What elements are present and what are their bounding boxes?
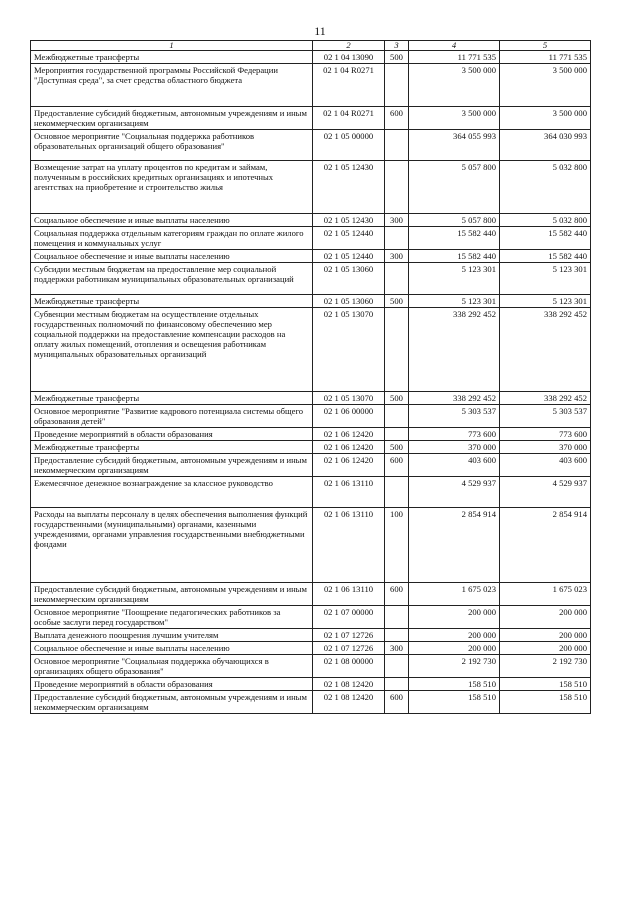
row-vr-cell: 500 xyxy=(385,441,409,454)
row-vr-cell xyxy=(385,130,409,161)
row-value-cell-4: 158 510 xyxy=(409,678,500,691)
row-code-cell: 02 1 07 12726 xyxy=(313,642,385,655)
row-name-cell: Социальное обеспечение и иные выплаты населению xyxy=(31,250,313,263)
row-code-cell: 02 1 08 00000 xyxy=(313,655,385,678)
row-vr-cell: 300 xyxy=(385,214,409,227)
table-row xyxy=(31,107,591,130)
table-row xyxy=(31,250,591,263)
table-row xyxy=(31,51,591,64)
row-vr-cell xyxy=(385,308,409,392)
row-vr-cell xyxy=(385,227,409,250)
row-name-cell: Межбюджетные трансферты xyxy=(31,51,313,64)
row-vr-cell xyxy=(385,64,409,107)
row-value-cell-4: 5 123 301 xyxy=(409,295,500,308)
row-value-cell-4: 15 582 440 xyxy=(409,227,500,250)
row-value-cell-4: 773 600 xyxy=(409,428,500,441)
row-value-cell-5: 773 600 xyxy=(500,428,591,441)
row-value-cell-5: 338 292 452 xyxy=(500,392,591,405)
row-value-cell-4: 158 510 xyxy=(409,691,500,714)
page-number: 11 xyxy=(314,24,326,38)
table-row xyxy=(31,583,591,606)
row-vr-cell: 500 xyxy=(385,51,409,64)
row-value-cell-5: 403 600 xyxy=(500,454,591,477)
row-vr-cell xyxy=(385,405,409,428)
row-name-cell: Основное мероприятие "Развитие кадрового потенциала системы общего образования детей" xyxy=(31,405,313,428)
row-name-cell: Социальная поддержка отдельным категориям граждан по оплате жилого помещения и коммунальных услуг xyxy=(31,227,313,250)
row-name-cell: Возмещение затрат на уплату процентов по кредитам и займам, полученным в российских кредитных организациях и ипотечных агентствах на приобретение и строительство жилья xyxy=(31,161,313,214)
row-vr-cell xyxy=(385,428,409,441)
table-row xyxy=(31,64,591,107)
table-row xyxy=(31,227,591,250)
row-vr-cell xyxy=(385,629,409,642)
row-code-cell: 02 1 04 R0271 xyxy=(313,107,385,130)
table-row xyxy=(31,214,591,227)
row-code-cell: 02 1 05 12440 xyxy=(313,227,385,250)
row-value-cell-5: 5 123 301 xyxy=(500,295,591,308)
row-value-cell-4: 338 292 452 xyxy=(409,308,500,392)
row-value-cell-4: 2 192 730 xyxy=(409,655,500,678)
row-vr-cell xyxy=(385,655,409,678)
row-value-cell-4: 2 854 914 xyxy=(409,508,500,583)
table-row xyxy=(31,477,591,508)
row-code-cell: 02 1 08 12420 xyxy=(313,678,385,691)
table-row xyxy=(31,308,591,392)
row-name-cell: Социальное обеспечение и иные выплаты населению xyxy=(31,214,313,227)
row-value-cell-4: 200 000 xyxy=(409,606,500,629)
row-code-cell: 02 1 06 12420 xyxy=(313,441,385,454)
row-name-cell: Основное мероприятие "Социальная поддержка работников образовательных организаций общего образования" xyxy=(31,130,313,161)
row-name-cell: Межбюджетные трансферты xyxy=(31,295,313,308)
table-header-row xyxy=(31,41,591,51)
row-vr-cell xyxy=(385,678,409,691)
row-code-cell: 02 1 05 13070 xyxy=(313,308,385,392)
table-row xyxy=(31,295,591,308)
row-value-cell-4: 200 000 xyxy=(409,629,500,642)
row-code-cell: 02 1 08 12420 xyxy=(313,691,385,714)
row-value-cell-4: 5 057 800 xyxy=(409,214,500,227)
table-row xyxy=(31,428,591,441)
row-value-cell-5: 4 529 937 xyxy=(500,477,591,508)
table-row xyxy=(31,405,591,428)
table-row xyxy=(31,263,591,295)
row-value-cell-5: 5 032 800 xyxy=(500,161,591,214)
row-vr-cell xyxy=(385,161,409,214)
table-row xyxy=(31,642,591,655)
table-row xyxy=(31,691,591,714)
row-value-cell-5: 200 000 xyxy=(500,629,591,642)
row-value-cell-4: 364 055 993 xyxy=(409,130,500,161)
row-value-cell-4: 1 675 023 xyxy=(409,583,500,606)
header-col-4: 4 xyxy=(409,41,500,51)
row-value-cell-5: 5 303 537 xyxy=(500,405,591,428)
table-row xyxy=(31,392,591,405)
row-name-cell: Проведение мероприятий в области образования xyxy=(31,678,313,691)
row-value-cell-5: 15 582 440 xyxy=(500,250,591,263)
header-col-1: 1 xyxy=(31,41,313,51)
row-code-cell: 02 1 05 12430 xyxy=(313,161,385,214)
row-value-cell-4: 370 000 xyxy=(409,441,500,454)
header-col-3: 3 xyxy=(385,41,409,51)
row-code-cell: 02 1 07 12726 xyxy=(313,629,385,642)
row-name-cell: Ежемесячное денежное вознаграждение за классное руководство xyxy=(31,477,313,508)
row-code-cell: 02 1 05 12440 xyxy=(313,250,385,263)
row-value-cell-4: 15 582 440 xyxy=(409,250,500,263)
row-vr-cell: 500 xyxy=(385,392,409,405)
row-value-cell-5: 11 771 535 xyxy=(500,51,591,64)
row-value-cell-4: 5 057 800 xyxy=(409,161,500,214)
row-vr-cell: 600 xyxy=(385,454,409,477)
row-name-cell: Выплата денежного поощрения лучшим учителям xyxy=(31,629,313,642)
row-code-cell: 02 1 05 13060 xyxy=(313,295,385,308)
row-vr-cell: 300 xyxy=(385,250,409,263)
row-value-cell-4: 403 600 xyxy=(409,454,500,477)
table-row xyxy=(31,454,591,477)
table-row xyxy=(31,678,591,691)
row-value-cell-5: 158 510 xyxy=(500,691,591,714)
row-vr-cell: 100 xyxy=(385,508,409,583)
row-code-cell: 02 1 06 12420 xyxy=(313,428,385,441)
table-row xyxy=(31,655,591,678)
row-value-cell-5: 15 582 440 xyxy=(500,227,591,250)
row-vr-cell xyxy=(385,477,409,508)
row-value-cell-5: 3 500 000 xyxy=(500,64,591,107)
row-vr-cell: 600 xyxy=(385,583,409,606)
row-value-cell-5: 200 000 xyxy=(500,642,591,655)
row-value-cell-5: 338 292 452 xyxy=(500,308,591,392)
row-name-cell: Социальное обеспечение и иные выплаты населению xyxy=(31,642,313,655)
row-vr-cell: 600 xyxy=(385,107,409,130)
row-value-cell-4: 5 123 301 xyxy=(409,263,500,295)
row-value-cell-5: 1 675 023 xyxy=(500,583,591,606)
header-col-2: 2 xyxy=(313,41,385,51)
row-code-cell: 02 1 06 12420 xyxy=(313,454,385,477)
row-name-cell: Предоставление субсидий бюджетным, автономным учреждениям и иным некоммерческим организациям xyxy=(31,454,313,477)
row-value-cell-5: 5 032 800 xyxy=(500,214,591,227)
table-row xyxy=(31,508,591,583)
row-name-cell: Межбюджетные трансферты xyxy=(31,441,313,454)
row-code-cell: 02 1 06 13110 xyxy=(313,583,385,606)
row-code-cell: 02 1 05 12430 xyxy=(313,214,385,227)
row-name-cell: Основное мероприятие "Социальная поддержка обучающихся в организациях общего образования" xyxy=(31,655,313,678)
row-vr-cell xyxy=(385,263,409,295)
row-name-cell: Предоставление субсидий бюджетным, автономным учреждениям и иным некоммерческим организациям xyxy=(31,583,313,606)
row-name-cell: Межбюджетные трансферты xyxy=(31,392,313,405)
table-row xyxy=(31,629,591,642)
row-value-cell-5: 200 000 xyxy=(500,606,591,629)
row-value-cell-4: 11 771 535 xyxy=(409,51,500,64)
row-value-cell-5: 370 000 xyxy=(500,441,591,454)
row-code-cell: 02 1 05 00000 xyxy=(313,130,385,161)
row-value-cell-5: 5 123 301 xyxy=(500,263,591,295)
row-code-cell: 02 1 06 13110 xyxy=(313,477,385,508)
row-value-cell-5: 2 854 914 xyxy=(500,508,591,583)
table-row xyxy=(31,130,591,161)
row-value-cell-5: 364 030 993 xyxy=(500,130,591,161)
row-name-cell: Предоставление субсидий бюджетным, автономным учреждениям и иным некоммерческим организациям xyxy=(31,691,313,714)
row-value-cell-5: 2 192 730 xyxy=(500,655,591,678)
row-name-cell: Субвенции местным бюджетам на осуществление отдельных государственных полномочий по финансовому обеспечению мер социальной поддержки на предоставление компенсации расходов на оплату жилых помещений, отопления и освещения работникам муниципальных образовательных организаций xyxy=(31,308,313,392)
table-row xyxy=(31,441,591,454)
row-name-cell: Мероприятия государственной программы Российской Федерации "Доступная среда", за счет средства областного бюджета xyxy=(31,64,313,107)
row-code-cell: 02 1 06 00000 xyxy=(313,405,385,428)
row-name-cell: Расходы на выплаты персоналу в целях обеспечения выполнения функций государственными (муниципальными) органами, казенными учреждениями, органами управления государственными внебюджетными фондами xyxy=(31,508,313,583)
row-value-cell-5: 3 500 000 xyxy=(500,107,591,130)
header-col-5: 5 xyxy=(500,41,591,51)
row-value-cell-5: 158 510 xyxy=(500,678,591,691)
row-vr-cell xyxy=(385,606,409,629)
budget-table xyxy=(30,40,591,714)
row-name-cell: Проведение мероприятий в области образования xyxy=(31,428,313,441)
row-value-cell-4: 4 529 937 xyxy=(409,477,500,508)
row-value-cell-4: 5 303 537 xyxy=(409,405,500,428)
row-name-cell: Основное мероприятие "Поощрение педагогических работников за особые заслуги перед государством" xyxy=(31,606,313,629)
row-code-cell: 02 1 05 13060 xyxy=(313,263,385,295)
row-name-cell: Субсидии местным бюджетам на предоставление мер социальной поддержки работникам муниципальных образовательных организаций xyxy=(31,263,313,295)
row-code-cell: 02 1 06 13110 xyxy=(313,508,385,583)
row-value-cell-4: 3 500 000 xyxy=(409,107,500,130)
row-vr-cell: 600 xyxy=(385,691,409,714)
row-value-cell-4: 3 500 000 xyxy=(409,64,500,107)
row-value-cell-4: 338 292 452 xyxy=(409,392,500,405)
row-code-cell: 02 1 04 13090 xyxy=(313,51,385,64)
row-vr-cell: 500 xyxy=(385,295,409,308)
row-name-cell: Предоставление субсидий бюджетным, автономным учреждениям и иным некоммерческим организациям xyxy=(31,107,313,130)
row-vr-cell: 300 xyxy=(385,642,409,655)
row-code-cell: 02 1 05 13070 xyxy=(313,392,385,405)
row-value-cell-4: 200 000 xyxy=(409,642,500,655)
row-code-cell: 02 1 04 R0271 xyxy=(313,64,385,107)
table-row xyxy=(31,606,591,629)
table-row xyxy=(31,161,591,214)
row-code-cell: 02 1 07 00000 xyxy=(313,606,385,629)
